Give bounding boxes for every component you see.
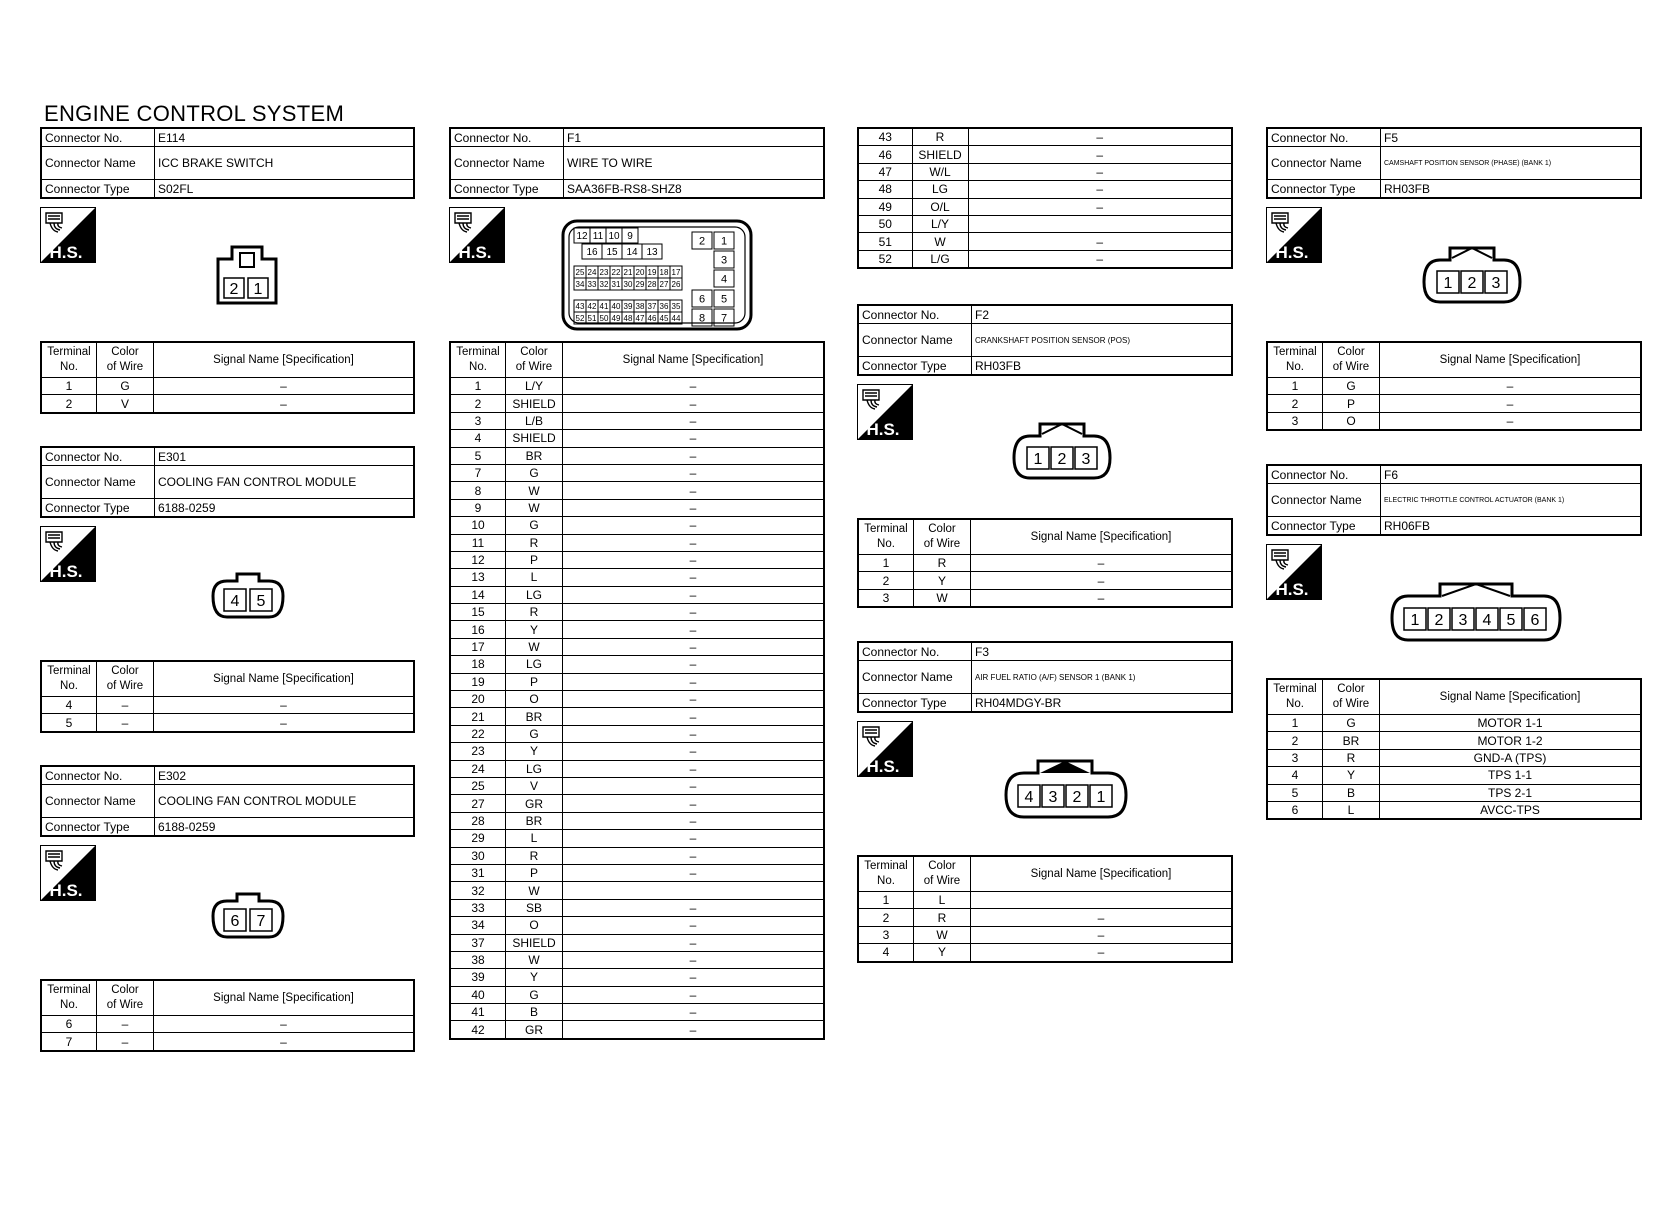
pin-label: 4 <box>230 593 240 610</box>
connector-info-e114 <box>40 127 415 199</box>
table-row: 3 W – <box>858 589 1232 607</box>
pin-label: 4 <box>1482 612 1492 629</box>
pin-label: 23 <box>599 267 609 277</box>
connector-name-label: Connector Name <box>41 147 155 180</box>
connector-info-f3 <box>857 641 1233 713</box>
signal-header: Signal Name [Specification] <box>1380 342 1642 378</box>
table-row: 4 SHIELD – <box>450 430 824 447</box>
pin-label: 5 <box>1506 612 1516 629</box>
connector-no-label: Connector No. <box>858 305 972 324</box>
terminal-header: Terminal No. <box>1267 342 1323 378</box>
pin-label: 42 <box>587 301 597 311</box>
pin-label: 1 <box>1096 789 1106 806</box>
pin-label: 3 <box>1048 789 1058 806</box>
signal-header: Signal Name [Specification] <box>154 661 415 697</box>
terminal-table-e302 <box>40 979 415 1052</box>
table-row: 21 BR – <box>450 708 824 725</box>
color-header: Color of Wire <box>1323 679 1380 715</box>
connector-name-label: Connector Name <box>450 147 564 180</box>
terminal-header: Terminal No. <box>450 342 506 378</box>
connector-no-value: E301 <box>155 447 415 466</box>
pin-label: 2 <box>229 281 239 298</box>
connector-name-label: Connector Name <box>1267 484 1381 517</box>
pin-label: 30 <box>623 279 633 289</box>
pin-label: 1 <box>1443 275 1453 292</box>
pin-label: 4 <box>1024 789 1034 806</box>
pin-label: 3 <box>1458 612 1468 629</box>
pin-label: 7 <box>256 913 266 930</box>
table-row: 51 W – <box>858 233 1232 250</box>
pin-label: 36 <box>659 301 669 311</box>
hs-label: H.S. <box>866 420 900 439</box>
table-row: 15 R – <box>450 604 824 621</box>
connector-info-f5 <box>1266 127 1642 199</box>
table-row: 10 G – <box>450 517 824 534</box>
table-row: 6 L AVCC-TPS <box>1267 801 1641 819</box>
table-row: 13 L – <box>450 569 824 586</box>
table-row: 52 L/G – <box>858 250 1232 268</box>
color-header: Color of Wire <box>97 980 154 1016</box>
pin-label: 1 <box>1033 451 1043 468</box>
pin-label: 3 <box>1081 451 1091 468</box>
pin-label: 1 <box>253 281 263 298</box>
hs-label: H.S. <box>49 881 83 900</box>
pin-label: 2 <box>1057 451 1067 468</box>
table-row: 7 G – <box>450 464 824 481</box>
pin-label: 29 <box>635 279 645 289</box>
connector-type-label: Connector Type <box>1267 517 1381 536</box>
pin-label: 52 <box>575 313 585 323</box>
connector-type-label: Connector Type <box>41 499 155 518</box>
table-row: 41 B – <box>450 1004 824 1021</box>
connector-type-value: S02FL <box>155 180 415 199</box>
connector-type-value: 6188-0259 <box>155 499 415 518</box>
pin-label: 18 <box>659 267 669 277</box>
pin-label: 19 <box>647 267 657 277</box>
terminal-header: Terminal No. <box>858 856 914 892</box>
pin-label: 35 <box>671 301 681 311</box>
table-row: 33 SB – <box>450 899 824 916</box>
connector-no-value: E302 <box>155 766 415 785</box>
table-row: 49 O/L – <box>858 198 1232 215</box>
connector-no-label: Connector No. <box>41 766 155 785</box>
pin-label: 44 <box>671 313 681 323</box>
table-row: 19 P – <box>450 673 824 690</box>
pin-label: 41 <box>599 301 609 311</box>
table-row: 1 L/Y – <box>450 378 824 395</box>
connector-name-label: Connector Name <box>1267 147 1381 180</box>
terminal-header: Terminal No. <box>41 980 97 1016</box>
connector-name-value: ELECTRIC THROTTLE CONTROL ACTUATOR (BANK 1) <box>1381 484 1642 517</box>
table-row: 42 GR – <box>450 1021 824 1039</box>
pin-label: 2 <box>1467 275 1477 292</box>
harness-side-icon <box>857 384 913 440</box>
table-row: 5 – – <box>41 714 414 732</box>
table-row: 14 LG – <box>450 586 824 603</box>
table-row: 40 G – <box>450 986 824 1003</box>
connector-info-f2 <box>857 304 1233 376</box>
pin-label: 10 <box>608 231 620 243</box>
pin-label: 2 <box>1434 612 1444 629</box>
pin-label: 5 <box>720 293 728 306</box>
connector-name-label: Connector Name <box>41 466 155 499</box>
terminal-table-f3 <box>857 855 1233 963</box>
pin-label: 1 <box>720 235 728 248</box>
hs-label: H.S. <box>866 757 900 776</box>
connector-no-value: F1 <box>564 128 825 147</box>
pin-label: 3 <box>1491 275 1501 292</box>
connector-face-f2 <box>1010 420 1114 482</box>
table-row: 2 Y – <box>858 572 1232 589</box>
pin-label: 3 <box>720 254 728 267</box>
connector-info-f1 <box>449 127 825 199</box>
table-row: 50 L/Y <box>858 215 1232 232</box>
connector-no-value: F5 <box>1381 128 1642 147</box>
pin-label: 40 <box>611 301 621 311</box>
table-row: 9 W – <box>450 499 824 516</box>
pin-label: 43 <box>575 301 585 311</box>
table-row: 2 SHIELD – <box>450 395 824 412</box>
terminal-header: Terminal No. <box>41 661 97 697</box>
terminal-header: Terminal No. <box>858 519 914 555</box>
table-row: 46 SHIELD – <box>858 146 1232 163</box>
connector-type-value: RH03FB <box>972 357 1233 376</box>
pin-label: 39 <box>623 301 633 311</box>
pin-label: 33 <box>587 279 597 289</box>
table-row: 4 Y TPS 1-1 <box>1267 767 1641 784</box>
harness-side-icon <box>40 526 96 582</box>
connector-no-value: F2 <box>972 305 1233 324</box>
terminal-table-e114 <box>40 341 415 414</box>
connector-type-value: SAA36FB-RS8-SHZ8 <box>564 180 825 199</box>
table-row: 22 G – <box>450 725 824 742</box>
pin-label: 34 <box>575 279 585 289</box>
harness-side-icon <box>857 721 913 777</box>
connector-face-f6 <box>1388 580 1564 644</box>
connector-type-label: Connector Type <box>858 357 972 376</box>
terminal-table-f6 <box>1266 678 1642 820</box>
connector-type-value: RH06FB <box>1381 517 1642 536</box>
connector-name-label: Connector Name <box>41 785 155 818</box>
terminal-table-e301 <box>40 660 415 733</box>
connector-no-value: F3 <box>972 642 1233 661</box>
table-row: 29 L – <box>450 830 824 847</box>
signal-header: Signal Name [Specification] <box>1380 679 1642 715</box>
connector-name-value: COOLING FAN CONTROL MODULE <box>155 466 415 499</box>
table-row: 3 W – <box>858 926 1232 943</box>
pin-label: 48 <box>623 313 633 323</box>
table-row: 5 BR – <box>450 447 824 464</box>
table-row: 3 O – <box>1267 412 1641 430</box>
connector-name-value: ICC BRAKE SWITCH <box>155 147 415 180</box>
connector-info-e301 <box>40 446 415 518</box>
connector-no-label: Connector No. <box>41 128 155 147</box>
connector-face-f3 <box>1002 757 1130 821</box>
pin-label: 28 <box>647 279 657 289</box>
connector-type-value: RH03FB <box>1381 180 1642 199</box>
harness-side-icon <box>40 207 96 263</box>
connector-face-e114 <box>214 245 280 307</box>
pin-label: 5 <box>256 593 266 610</box>
connector-no-value: F6 <box>1381 465 1642 484</box>
table-row: 47 W/L – <box>858 163 1232 180</box>
connector-type-value: 6188-0259 <box>155 818 415 837</box>
color-header: Color of Wire <box>97 342 154 378</box>
pin-label: 46 <box>647 313 657 323</box>
connector-name-value: CRANKSHAFT POSITION SENSOR (POS) <box>972 324 1233 357</box>
table-row: 11 R – <box>450 534 824 551</box>
pin-label: 1 <box>1410 612 1420 629</box>
table-row: 24 LG – <box>450 760 824 777</box>
pin-label: 15 <box>606 247 618 259</box>
table-row: 30 R – <box>450 847 824 864</box>
connector-type-label: Connector Type <box>41 818 155 837</box>
table-row: 1 G – <box>1267 378 1641 395</box>
table-row: 7 – – <box>41 1033 414 1051</box>
table-row: 2 BR MOTOR 1-2 <box>1267 732 1641 749</box>
connector-no-label: Connector No. <box>1267 465 1381 484</box>
connector-type-label: Connector Type <box>858 694 972 713</box>
table-row: 12 P – <box>450 551 824 568</box>
table-row: 4 Y – <box>858 944 1232 962</box>
connector-no-label: Connector No. <box>1267 128 1381 147</box>
pin-label: 13 <box>646 247 658 259</box>
table-row: 18 LG – <box>450 656 824 673</box>
pin-label: 7 <box>720 312 728 325</box>
pin-label: 51 <box>587 313 597 323</box>
connector-info-e302 <box>40 765 415 837</box>
table-row: 1 R – <box>858 555 1232 572</box>
color-header: Color of Wire <box>914 519 971 555</box>
pin-label: 12 <box>576 231 588 243</box>
pin-label: 4 <box>720 273 728 286</box>
pin-label: 21 <box>623 267 633 277</box>
pin-label: 17 <box>671 267 681 277</box>
pin-label: 37 <box>647 301 657 311</box>
signal-header: Signal Name [Specification] <box>971 856 1233 892</box>
table-row: 28 BR – <box>450 812 824 829</box>
connector-name-label: Connector Name <box>858 661 972 694</box>
table-row: 17 W – <box>450 638 824 655</box>
table-row: 34 O – <box>450 917 824 934</box>
pin-label: 25 <box>575 267 585 277</box>
hs-label: H.S. <box>49 562 83 581</box>
harness-side-icon <box>449 207 505 263</box>
pin-label: 26 <box>671 279 681 289</box>
table-row: 2 V – <box>41 395 414 413</box>
pin-label: 6 <box>230 913 240 930</box>
pin-label: 16 <box>586 247 598 259</box>
signal-header: Signal Name [Specification] <box>563 342 825 378</box>
connector-name-value: WIRE TO WIRE <box>564 147 825 180</box>
table-row: 37 SHIELD – <box>450 934 824 951</box>
table-row: 8 W – <box>450 482 824 499</box>
table-row: 1 G MOTOR 1-1 <box>1267 715 1641 732</box>
connector-name-label: Connector Name <box>858 324 972 357</box>
table-row: 4 – – <box>41 697 414 714</box>
table-row: 20 O – <box>450 691 824 708</box>
pin-label: 24 <box>587 267 597 277</box>
harness-side-icon <box>1266 207 1322 263</box>
hs-label: H.S. <box>458 243 492 262</box>
connector-type-label: Connector Type <box>1267 180 1381 199</box>
pin-label: 49 <box>611 313 621 323</box>
table-row: 2 P – <box>1267 395 1641 412</box>
signal-header: Signal Name [Specification] <box>971 519 1233 555</box>
harness-side-icon <box>1266 544 1322 600</box>
connector-no-label: Connector No. <box>41 447 155 466</box>
connector-no-label: Connector No. <box>858 642 972 661</box>
color-header: Color of Wire <box>506 342 563 378</box>
connector-face-f5 <box>1420 244 1524 306</box>
connector-face-e302 <box>209 891 287 941</box>
connector-face-f1 <box>560 218 754 332</box>
terminal-table-f1-continued <box>857 127 1233 269</box>
pin-label: 31 <box>611 279 621 289</box>
table-row: 38 W – <box>450 951 824 968</box>
connector-type-label: Connector Type <box>450 180 564 199</box>
table-row: 3 L/B – <box>450 412 824 429</box>
table-row: 27 GR – <box>450 795 824 812</box>
pin-label: 50 <box>599 313 609 323</box>
pin-label: 27 <box>659 279 669 289</box>
connector-name-value: CAMSHAFT POSITION SENSOR (PHASE) (BANK 1) <box>1381 147 1642 180</box>
pin-label: 8 <box>698 312 706 325</box>
signal-header: Signal Name [Specification] <box>154 342 415 378</box>
pin-label: 11 <box>592 231 604 243</box>
pin-label: 6 <box>1530 612 1540 629</box>
terminal-table-f5 <box>1266 341 1642 431</box>
connector-no-value: E114 <box>155 128 415 147</box>
connector-name-value: AIR FUEL RATIO (A/F) SENSOR 1 (BANK 1) <box>972 661 1233 694</box>
pin-label: 38 <box>635 301 645 311</box>
pin-label: 22 <box>611 267 621 277</box>
table-row: 25 V – <box>450 777 824 794</box>
connector-name-value: COOLING FAN CONTROL MODULE <box>155 785 415 818</box>
terminal-header: Terminal No. <box>41 342 97 378</box>
pin-label: 14 <box>626 247 638 259</box>
connector-no-label: Connector No. <box>450 128 564 147</box>
connector-face-e301 <box>209 571 287 621</box>
terminal-table-f2 <box>857 518 1233 608</box>
hs-label: H.S. <box>1275 243 1309 262</box>
hs-label: H.S. <box>1275 580 1309 599</box>
color-header: Color of Wire <box>914 856 971 892</box>
connector-type-label: Connector Type <box>41 180 155 199</box>
table-row: 16 Y – <box>450 621 824 638</box>
page-title: ENGINE CONTROL SYSTEM <box>44 101 345 126</box>
table-row: 5 B TPS 2-1 <box>1267 784 1641 801</box>
signal-header: Signal Name [Specification] <box>154 980 415 1016</box>
terminal-header: Terminal No. <box>1267 679 1323 715</box>
connector-info-f6 <box>1266 464 1642 536</box>
table-row: 23 Y – <box>450 743 824 760</box>
pin-label: 9 <box>627 231 633 243</box>
color-header: Color of Wire <box>97 661 154 697</box>
table-row: 31 P – <box>450 864 824 881</box>
pin-label: 2 <box>1072 789 1082 806</box>
pin-label: 20 <box>635 267 645 277</box>
table-row: 1 G – <box>41 378 414 395</box>
table-row: 2 R – <box>858 909 1232 926</box>
pin-label: 47 <box>635 313 645 323</box>
table-row: 3 R GND-A (TPS) <box>1267 749 1641 766</box>
table-row: 6 – – <box>41 1016 414 1033</box>
terminal-table-f1 <box>449 341 825 1040</box>
pin-label: 45 <box>659 313 669 323</box>
table-row: 32 W <box>450 882 824 899</box>
pin-label: 32 <box>599 279 609 289</box>
pin-label: 6 <box>698 293 706 306</box>
color-header: Color of Wire <box>1323 342 1380 378</box>
table-row: 48 LG – <box>858 181 1232 198</box>
table-row: 1 L <box>858 892 1232 909</box>
harness-side-icon <box>40 845 96 901</box>
table-row: 39 Y – <box>450 969 824 986</box>
pin-label: 2 <box>698 235 706 248</box>
hs-label: H.S. <box>49 243 83 262</box>
connector-type-value: RH04MDGY-BR <box>972 694 1233 713</box>
table-row: 43 R – <box>858 128 1232 146</box>
